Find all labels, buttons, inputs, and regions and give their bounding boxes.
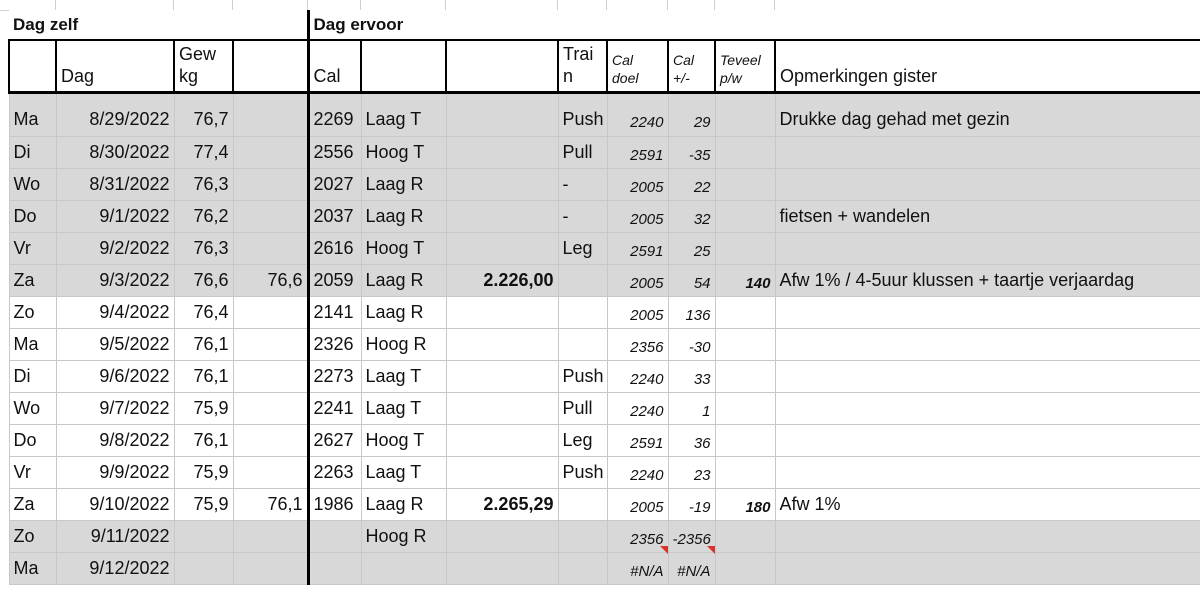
cell-week-total[interactable]: [446, 104, 558, 136]
cell-cal-diff[interactable]: -35: [668, 136, 715, 168]
cell-cal-goal[interactable]: 2591: [607, 136, 668, 168]
cell-date[interactable]: 9/6/2022: [56, 360, 174, 392]
table-row: [9, 104, 1200, 136]
header-gew-line2: kg: [179, 65, 199, 86]
cell-cal[interactable]: 2269: [308, 104, 361, 136]
cell-weight[interactable]: 76,7: [174, 104, 233, 136]
cell-train[interactable]: [558, 488, 607, 520]
table-row: [9, 200, 1200, 232]
cell-cal[interactable]: 2059: [308, 264, 361, 296]
column-header-row: [9, 40, 1200, 92]
header-teveel-line2: p/w: [720, 69, 742, 86]
cell-cal-diff[interactable]: #N/A: [668, 552, 715, 584]
cell-type[interactable]: Laag R: [361, 168, 446, 200]
cell-type[interactable]: Hoog T: [361, 136, 446, 168]
cell-cal[interactable]: 2326: [308, 328, 361, 360]
cell-date[interactable]: 9/2/2022: [56, 232, 174, 264]
cell-weekday[interactable]: Do: [9, 200, 56, 232]
header-train-line1: Trai: [563, 43, 594, 64]
cell-type[interactable]: Hoog T: [361, 232, 446, 264]
cell[interactable]: [715, 92, 775, 104]
cell[interactable]: [446, 92, 558, 104]
header-opmerkingen[interactable]: Opmerkingen gister: [775, 40, 1200, 92]
cell-date[interactable]: 8/31/2022: [56, 168, 174, 200]
cell-too-much[interactable]: [715, 104, 775, 136]
cell-too-much[interactable]: [715, 360, 775, 392]
cell-weight[interactable]: 76,4: [174, 296, 233, 328]
cell-too-much[interactable]: [715, 328, 775, 360]
cell-weekday[interactable]: Za: [9, 264, 56, 296]
cell-cal-diff[interactable]: 29: [668, 104, 715, 136]
cell-week-total[interactable]: [446, 360, 558, 392]
cell-cal-diff[interactable]: 136: [668, 296, 715, 328]
cell-train[interactable]: Leg: [558, 232, 607, 264]
cell-note[interactable]: [775, 424, 1200, 456]
cell-too-much[interactable]: [715, 136, 775, 168]
cell-cal-diff[interactable]: 36: [668, 424, 715, 456]
cell-type[interactable]: Laag R: [361, 200, 446, 232]
header-weekday[interactable]: [9, 40, 56, 92]
cell-weight[interactable]: 76,1: [174, 328, 233, 360]
table-row: [9, 232, 1200, 264]
cell-type[interactable]: Hoog R: [361, 520, 446, 552]
cell-cal[interactable]: [308, 552, 361, 584]
header-train-line2: n: [563, 65, 574, 86]
cell-week-total[interactable]: [446, 168, 558, 200]
table-row: [9, 520, 1200, 552]
cell[interactable]: [361, 92, 446, 104]
cell-train[interactable]: Push: [558, 104, 607, 136]
cell-train[interactable]: Leg: [558, 424, 607, 456]
cell-cal-goal[interactable]: 2005: [607, 200, 668, 232]
cell[interactable]: [9, 92, 56, 104]
cell-weight[interactable]: 75,9: [174, 488, 233, 520]
cell-too-much[interactable]: [715, 456, 775, 488]
table-row: [9, 392, 1200, 424]
cell[interactable]: [558, 92, 607, 104]
cell-week-total[interactable]: [446, 392, 558, 424]
cell-week-total[interactable]: [446, 456, 558, 488]
cell-cal-goal[interactable]: 2005: [607, 488, 668, 520]
cell-weight[interactable]: 76,3: [174, 168, 233, 200]
cell-avg[interactable]: 76,6: [233, 264, 308, 296]
cell-week-total[interactable]: [446, 200, 558, 232]
cell[interactable]: [607, 92, 668, 104]
cell-type[interactable]: Laag T: [361, 456, 446, 488]
cell-cal[interactable]: 2273: [308, 360, 361, 392]
table-row: [9, 488, 1200, 520]
cell-weekday[interactable]: Ma: [9, 104, 56, 136]
cell-cal-diff[interactable]: 32: [668, 200, 715, 232]
cell-week-total[interactable]: [446, 328, 558, 360]
cell-type[interactable]: Laag R: [361, 264, 446, 296]
cell-avg[interactable]: [233, 200, 308, 232]
cell-week-total[interactable]: [446, 232, 558, 264]
cell-weight[interactable]: 76,3: [174, 232, 233, 264]
cell-date[interactable]: 9/4/2022: [56, 296, 174, 328]
cell[interactable]: [56, 92, 174, 104]
cell-cal[interactable]: 2027: [308, 168, 361, 200]
cell-date[interactable]: 9/10/2022: [56, 488, 174, 520]
cell-note[interactable]: [775, 296, 1200, 328]
cell-weight[interactable]: [174, 520, 233, 552]
cell-cal-diff[interactable]: -30: [668, 328, 715, 360]
cell-type[interactable]: Laag R: [361, 296, 446, 328]
cell-avg[interactable]: [233, 520, 308, 552]
table-row: [9, 424, 1200, 456]
cell-week-total[interactable]: [446, 520, 558, 552]
cell-note[interactable]: Drukke dag gehad met gezin: [775, 104, 1200, 136]
cell-weight[interactable]: 76,2: [174, 200, 233, 232]
cell-cal-goal[interactable]: 2240: [607, 360, 668, 392]
cell-cal[interactable]: 2263: [308, 456, 361, 488]
cell-train[interactable]: Push: [558, 456, 607, 488]
cell-note[interactable]: Afw 1%: [775, 488, 1200, 520]
cell-weekday[interactable]: Za: [9, 488, 56, 520]
cell-weekday[interactable]: Wo: [9, 392, 56, 424]
cell-avg[interactable]: [233, 232, 308, 264]
cell-type[interactable]: Laag T: [361, 392, 446, 424]
cell-cal[interactable]: 1986: [308, 488, 361, 520]
cell[interactable]: [233, 92, 308, 104]
cell-weekday[interactable]: Di: [9, 136, 56, 168]
cell-too-much[interactable]: 140: [715, 264, 775, 296]
cell-too-much[interactable]: 180: [715, 488, 775, 520]
cell-type[interactable]: Hoog T: [361, 424, 446, 456]
cell-avg[interactable]: [233, 104, 308, 136]
cell-note[interactable]: [775, 520, 1200, 552]
cell-date[interactable]: 9/5/2022: [56, 328, 174, 360]
header-cal[interactable]: Cal: [308, 40, 361, 92]
section-dag-zelf[interactable]: Dag zelf: [9, 10, 308, 40]
cell-type[interactable]: Laag R: [361, 488, 446, 520]
cell-avg[interactable]: [233, 296, 308, 328]
cell-note[interactable]: [775, 552, 1200, 584]
cell-avg[interactable]: [233, 456, 308, 488]
cell-weight[interactable]: 77,4: [174, 136, 233, 168]
cell-weekday[interactable]: Wo: [9, 168, 56, 200]
table-row: [9, 552, 1200, 584]
comment-marker-icon[interactable]: [660, 546, 668, 554]
cell-too-much[interactable]: [715, 168, 775, 200]
spreadsheet-grid: [8, 10, 1200, 585]
cell-too-much[interactable]: [715, 392, 775, 424]
cell-note[interactable]: [775, 136, 1200, 168]
cell-cal-diff[interactable]: -19: [668, 488, 715, 520]
cell-note[interactable]: Afw 1% / 4-5uur klussen + taartje verjaardag: [775, 264, 1200, 296]
header-week-total[interactable]: [446, 40, 558, 92]
cell-cal-goal[interactable]: 2356: [607, 520, 668, 552]
cell-cal[interactable]: 2141: [308, 296, 361, 328]
cell-cal-goal[interactable]: #N/A: [607, 552, 668, 584]
cell-train[interactable]: [558, 296, 607, 328]
cell-cal-goal[interactable]: 2005: [607, 168, 668, 200]
cell-cal-goal[interactable]: 2356: [607, 328, 668, 360]
cell-cal-goal[interactable]: 2240: [607, 456, 668, 488]
header-dag[interactable]: Dag: [56, 40, 174, 92]
cell-note[interactable]: fietsen + wandelen: [775, 200, 1200, 232]
cell-week-total[interactable]: 2.265,29: [446, 488, 558, 520]
cell-too-much[interactable]: [715, 552, 775, 584]
cell-weekday[interactable]: Ma: [9, 328, 56, 360]
cell-week-total[interactable]: [446, 424, 558, 456]
cell-weight[interactable]: 76,6: [174, 264, 233, 296]
cell-cal[interactable]: 2556: [308, 136, 361, 168]
cell-date[interactable]: 9/3/2022: [56, 264, 174, 296]
cell-cal-diff[interactable]: 23: [668, 456, 715, 488]
cell-cal[interactable]: [308, 520, 361, 552]
cell-weekday[interactable]: Ma: [9, 552, 56, 584]
table-row: [9, 328, 1200, 360]
cell-avg[interactable]: [233, 392, 308, 424]
cell-weekday[interactable]: Vr: [9, 232, 56, 264]
cell-avg[interactable]: [233, 136, 308, 168]
header-gew-line1: Gew: [179, 43, 217, 64]
cell-avg[interactable]: [233, 360, 308, 392]
cell-note[interactable]: [775, 168, 1200, 200]
cell-avg[interactable]: [233, 168, 308, 200]
partial-row: [9, 92, 1200, 104]
cell[interactable]: [775, 92, 1200, 104]
cell-train[interactable]: [558, 552, 607, 584]
cell-weekday[interactable]: Do: [9, 424, 56, 456]
cell-weekday[interactable]: Zo: [9, 520, 56, 552]
header-cal-doel[interactable]: [607, 40, 668, 92]
header-teveel-line1: Teveel: [720, 51, 761, 68]
cell-too-much[interactable]: [715, 200, 775, 232]
cell-note[interactable]: [775, 360, 1200, 392]
cell-cal-goal[interactable]: 2240: [607, 392, 668, 424]
cell-date[interactable]: 9/7/2022: [56, 392, 174, 424]
cell-note[interactable]: [775, 328, 1200, 360]
cell-date[interactable]: 8/29/2022: [56, 104, 174, 136]
cell-type[interactable]: Hoog R: [361, 328, 446, 360]
section-dag-ervoor[interactable]: Dag ervoor: [308, 10, 1200, 40]
cell-weekday[interactable]: Zo: [9, 296, 56, 328]
cell-type[interactable]: [361, 552, 446, 584]
header-cal-diff[interactable]: [668, 40, 715, 92]
section-header-row: [9, 10, 1200, 40]
cell-too-much[interactable]: [715, 232, 775, 264]
table-row: [9, 456, 1200, 488]
table-row: [9, 168, 1200, 200]
cell-week-total[interactable]: 2.226,00: [446, 264, 558, 296]
cell-train[interactable]: -: [558, 168, 607, 200]
cell-note[interactable]: [775, 456, 1200, 488]
cell-date[interactable]: 8/30/2022: [56, 136, 174, 168]
cell-avg[interactable]: [233, 424, 308, 456]
cell[interactable]: [174, 92, 233, 104]
cell-too-much[interactable]: [715, 424, 775, 456]
cell-note[interactable]: [775, 392, 1200, 424]
cell-weekday[interactable]: Vr: [9, 456, 56, 488]
cell-train[interactable]: Pull: [558, 392, 607, 424]
cell-date[interactable]: 9/8/2022: [56, 424, 174, 456]
cell-cal-diff[interactable]: 25: [668, 232, 715, 264]
cell-date[interactable]: 9/1/2022: [56, 200, 174, 232]
cell[interactable]: [308, 92, 361, 104]
cell-cal-goal[interactable]: 2591: [607, 232, 668, 264]
header-gew[interactable]: [174, 40, 233, 92]
cell-date[interactable]: 9/11/2022: [56, 520, 174, 552]
cell-cal-goal[interactable]: 2005: [607, 296, 668, 328]
cell-cal-diff[interactable]: 22: [668, 168, 715, 200]
cell-week-total[interactable]: [446, 296, 558, 328]
header-type[interactable]: [361, 40, 446, 92]
cell-weight[interactable]: 76,1: [174, 424, 233, 456]
cell-type[interactable]: Laag T: [361, 104, 446, 136]
cell-weight[interactable]: 75,9: [174, 456, 233, 488]
cell-cal[interactable]: 2241: [308, 392, 361, 424]
cell-train[interactable]: Push: [558, 360, 607, 392]
cell-train[interactable]: [558, 264, 607, 296]
table-row: [9, 296, 1200, 328]
cell-cal-diff[interactable]: 33: [668, 360, 715, 392]
header-cal-diff-line1: Cal: [673, 51, 695, 68]
cell-avg[interactable]: [233, 552, 308, 584]
cell-date[interactable]: 9/12/2022: [56, 552, 174, 584]
cell-too-much[interactable]: [715, 520, 775, 552]
table-row: [9, 360, 1200, 392]
cell-week-total[interactable]: [446, 136, 558, 168]
cell[interactable]: [668, 92, 715, 104]
cell-train[interactable]: [558, 328, 607, 360]
cell-avg[interactable]: [233, 328, 308, 360]
cell-weight[interactable]: 76,1: [174, 360, 233, 392]
cell-type[interactable]: Laag T: [361, 360, 446, 392]
cell-cal-goal[interactable]: 2591: [607, 424, 668, 456]
cell-weight[interactable]: 75,9: [174, 392, 233, 424]
cell-avg[interactable]: 76,1: [233, 488, 308, 520]
header-cal-doel-line1: Cal: [612, 51, 634, 68]
cell-weight[interactable]: [174, 552, 233, 584]
cell-date[interactable]: 9/9/2022: [56, 456, 174, 488]
cell-train[interactable]: Pull: [558, 136, 607, 168]
cell-note[interactable]: [775, 232, 1200, 264]
cell-cal-goal[interactable]: 2005: [607, 264, 668, 296]
header-train[interactable]: [558, 40, 607, 92]
table-row: [9, 136, 1200, 168]
header-teveel[interactable]: [715, 40, 775, 92]
cell-weekday[interactable]: Di: [9, 360, 56, 392]
cell-cal-goal[interactable]: 2240: [607, 104, 668, 136]
cell-cal-diff[interactable]: 1: [668, 392, 715, 424]
table-row: [9, 264, 1200, 296]
cell-cal-diff[interactable]: 54: [668, 264, 715, 296]
cell-too-much[interactable]: [715, 296, 775, 328]
cell-cal[interactable]: 2616: [308, 232, 361, 264]
cell-cal-diff[interactable]: -2356: [668, 520, 715, 552]
header-cal-diff-line2: +/-: [673, 69, 690, 86]
cell-train[interactable]: -: [558, 200, 607, 232]
cell-train[interactable]: [558, 520, 607, 552]
header-avg[interactable]: [233, 40, 308, 92]
cell-cal[interactable]: 2627: [308, 424, 361, 456]
cell-cal[interactable]: 2037: [308, 200, 361, 232]
cell-week-total[interactable]: [446, 552, 558, 584]
header-cal-doel-line2: doel: [612, 69, 639, 86]
comment-marker-icon[interactable]: [707, 546, 715, 554]
